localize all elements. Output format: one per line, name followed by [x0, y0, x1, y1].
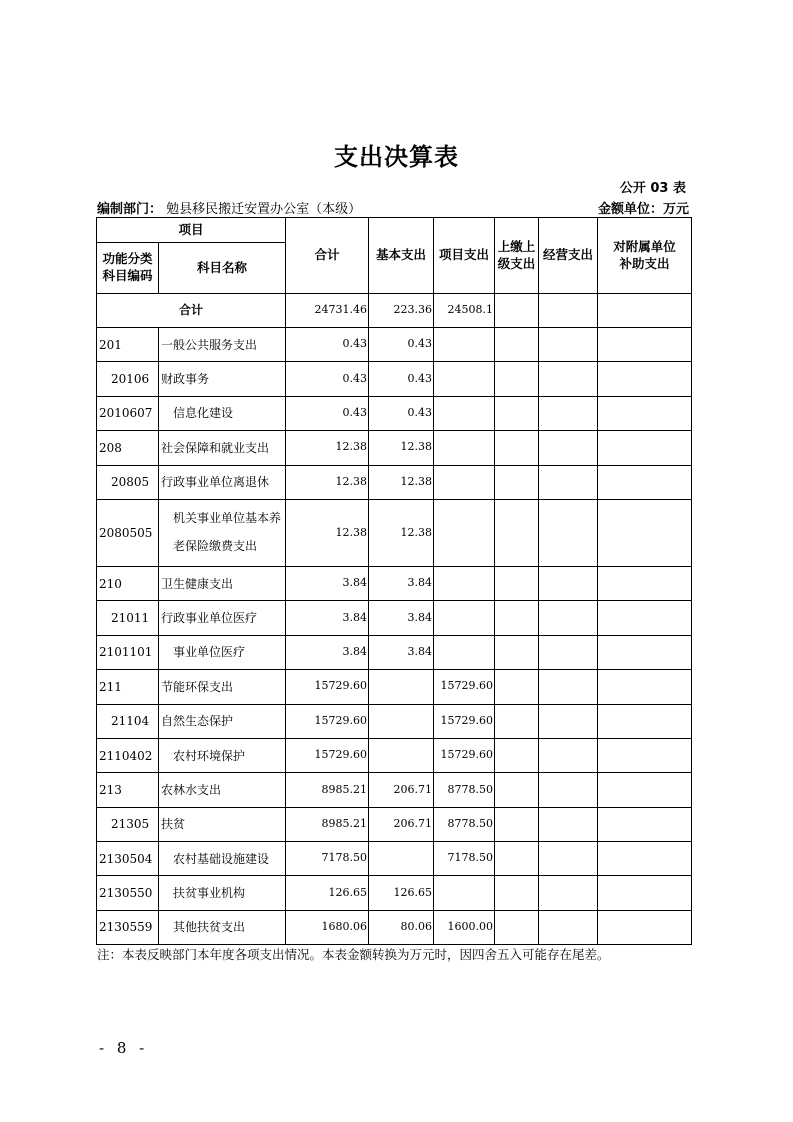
remit-cell	[495, 601, 539, 635]
table-row	[97, 773, 692, 807]
subsidy-cell	[598, 876, 692, 910]
page-number: - 8 -	[99, 1039, 149, 1057]
operating-cell	[539, 294, 598, 328]
operating-cell	[539, 328, 598, 362]
code-cell: 20805	[97, 465, 159, 499]
operating-cell	[539, 738, 598, 772]
remit-cell	[495, 499, 539, 566]
subsidy-cell	[598, 465, 692, 499]
code-cell: 21104	[97, 704, 159, 738]
department-name: 勉县移民搬迁安置办公室（本级）	[166, 202, 362, 217]
header-remit: 上缴上级支出	[495, 218, 539, 294]
remit-cell	[495, 670, 539, 704]
basic-cell	[369, 670, 434, 704]
total-label: 合计	[97, 294, 286, 328]
code-cell: 213	[97, 773, 159, 807]
remit-cell	[495, 807, 539, 841]
total-cell: 12.38	[286, 499, 369, 566]
operating-cell	[539, 601, 598, 635]
remit-cell	[495, 910, 539, 944]
remit-cell	[495, 773, 539, 807]
subject-name-cell: 农林水支出	[159, 773, 286, 807]
code-cell: 2101101	[97, 635, 159, 669]
total-cell: 1680.06	[286, 910, 369, 944]
code-cell: 210	[97, 566, 159, 600]
unit-label: 金额单位：万元	[597, 202, 689, 217]
code-cell: 2130550	[97, 876, 159, 910]
total-cell: 3.84	[286, 601, 369, 635]
subsidy-cell	[598, 362, 692, 396]
table-row	[97, 842, 692, 876]
table-row	[97, 431, 692, 465]
subsidy-cell	[598, 328, 692, 362]
table-row	[97, 635, 692, 669]
table-row	[97, 807, 692, 841]
basic-cell: 0.43	[369, 362, 434, 396]
table-row	[97, 601, 692, 635]
project-cell	[434, 601, 495, 635]
basic-cell	[369, 842, 434, 876]
subject-name-cell: 财政事务	[159, 362, 286, 396]
subsidy-cell	[598, 910, 692, 944]
subject-name-cell: 机关事业单位基本养老保险缴费支出	[159, 499, 286, 566]
header-basic: 基本支出	[369, 218, 434, 294]
subject-name-cell: 行政事业单位离退休	[159, 465, 286, 499]
table-row	[97, 396, 692, 430]
total-cell: 12.38	[286, 465, 369, 499]
basic-cell: 12.38	[369, 431, 434, 465]
code-cell: 211	[97, 670, 159, 704]
operating-cell	[539, 499, 598, 566]
project-cell	[434, 635, 495, 669]
basic-cell: 0.43	[369, 328, 434, 362]
operating-cell	[539, 362, 598, 396]
remit-cell	[495, 431, 539, 465]
subject-name-cell: 事业单位医疗	[159, 635, 286, 669]
project-cell	[434, 499, 495, 566]
total-cell: 0.43	[286, 328, 369, 362]
basic-cell: 223.36	[369, 294, 434, 328]
project-cell: 15729.60	[434, 738, 495, 772]
code-cell: 201	[97, 328, 159, 362]
subject-name-cell: 信息化建设	[159, 396, 286, 430]
basic-cell	[369, 704, 434, 738]
project-cell: 15729.60	[434, 670, 495, 704]
basic-cell: 12.38	[369, 499, 434, 566]
total-cell: 15729.60	[286, 670, 369, 704]
basic-cell: 3.84	[369, 566, 434, 600]
remit-cell	[495, 635, 539, 669]
header-project: 项目支出	[434, 218, 495, 294]
remit-cell	[495, 876, 539, 910]
total-cell: 126.65	[286, 876, 369, 910]
project-cell	[434, 566, 495, 600]
operating-cell	[539, 842, 598, 876]
project-cell	[434, 465, 495, 499]
page-title: 支出决算表	[334, 143, 459, 171]
project-cell	[434, 876, 495, 910]
subsidy-cell	[598, 635, 692, 669]
header-operating: 经营支出	[539, 218, 598, 294]
table-row	[97, 876, 692, 910]
total-cell: 3.84	[286, 566, 369, 600]
operating-cell	[539, 465, 598, 499]
operating-cell	[539, 566, 598, 600]
footnote: 注：本表反映部门本年度各项支出情况。本表金额转换为万元时，因四舍五入可能存在尾差。	[97, 947, 610, 962]
total-cell: 3.84	[286, 635, 369, 669]
subject-name-cell: 农村环境保护	[159, 738, 286, 772]
header-subsidy: 对附属单位补助支出	[598, 218, 692, 294]
department-label: 编制部门：	[97, 202, 163, 217]
expenditure-table	[96, 217, 692, 945]
subsidy-cell	[598, 431, 692, 465]
form-number: 公开 03 表	[619, 181, 686, 196]
subsidy-cell	[598, 773, 692, 807]
table-row	[97, 910, 692, 944]
subject-name-cell: 自然生态保护	[159, 704, 286, 738]
table-row	[97, 566, 692, 600]
subject-name-cell: 行政事业单位医疗	[159, 601, 286, 635]
subsidy-cell	[598, 499, 692, 566]
table-row	[97, 704, 692, 738]
basic-cell: 0.43	[369, 396, 434, 430]
code-cell: 21305	[97, 807, 159, 841]
total-cell: 7178.50	[286, 842, 369, 876]
project-cell	[434, 396, 495, 430]
project-cell: 8778.50	[434, 807, 495, 841]
project-cell	[434, 362, 495, 396]
total-cell: 15729.60	[286, 704, 369, 738]
header-item: 项目	[97, 218, 286, 243]
subject-name-cell: 农村基础设施建设	[159, 842, 286, 876]
project-cell	[434, 328, 495, 362]
basic-cell: 3.84	[369, 601, 434, 635]
table-row	[97, 465, 692, 499]
total-cell: 24731.46	[286, 294, 369, 328]
table-row	[97, 328, 692, 362]
operating-cell	[539, 773, 598, 807]
total-cell: 0.43	[286, 396, 369, 430]
total-cell: 8985.21	[286, 773, 369, 807]
code-cell: 2130504	[97, 842, 159, 876]
subject-name-cell: 扶贫	[159, 807, 286, 841]
total-row	[97, 294, 692, 328]
subsidy-cell	[598, 396, 692, 430]
subsidy-cell	[598, 670, 692, 704]
operating-cell	[539, 431, 598, 465]
code-cell: 20106	[97, 362, 159, 396]
operating-cell	[539, 704, 598, 738]
subsidy-cell	[598, 807, 692, 841]
remit-cell	[495, 362, 539, 396]
table-row	[97, 499, 692, 566]
code-cell: 2010607	[97, 396, 159, 430]
basic-cell: 206.71	[369, 807, 434, 841]
remit-cell	[495, 738, 539, 772]
subsidy-cell	[598, 566, 692, 600]
subject-name-cell: 节能环保支出	[159, 670, 286, 704]
basic-cell: 3.84	[369, 635, 434, 669]
project-cell: 24508.1	[434, 294, 495, 328]
code-cell: 2080505	[97, 499, 159, 566]
table-row	[97, 362, 692, 396]
code-cell: 21011	[97, 601, 159, 635]
operating-cell	[539, 876, 598, 910]
operating-cell	[539, 396, 598, 430]
table-row	[97, 738, 692, 772]
remit-cell	[495, 396, 539, 430]
remit-cell	[495, 465, 539, 499]
operating-cell	[539, 910, 598, 944]
project-cell: 1600.00	[434, 910, 495, 944]
basic-cell: 80.06	[369, 910, 434, 944]
operating-cell	[539, 807, 598, 841]
subsidy-cell	[598, 738, 692, 772]
department-info	[97, 198, 361, 217]
total-cell: 8985.21	[286, 807, 369, 841]
remit-cell	[495, 328, 539, 362]
subsidy-cell	[598, 294, 692, 328]
basic-cell: 126.65	[369, 876, 434, 910]
header-subject-name: 科目名称	[159, 243, 286, 294]
basic-cell: 206.71	[369, 773, 434, 807]
basic-cell: 12.38	[369, 465, 434, 499]
total-cell: 15729.60	[286, 738, 369, 772]
total-cell: 12.38	[286, 431, 369, 465]
total-cell: 0.43	[286, 362, 369, 396]
operating-cell	[539, 670, 598, 704]
subject-name-cell: 卫生健康支出	[159, 566, 286, 600]
remit-cell	[495, 294, 539, 328]
remit-cell	[495, 704, 539, 738]
code-cell: 208	[97, 431, 159, 465]
project-cell: 15729.60	[434, 704, 495, 738]
table-row	[97, 670, 692, 704]
subject-name-cell: 一般公共服务支出	[159, 328, 286, 362]
project-cell	[434, 431, 495, 465]
remit-cell	[495, 842, 539, 876]
project-cell: 8778.50	[434, 773, 495, 807]
subject-name-cell: 其他扶贫支出	[159, 910, 286, 944]
remit-cell	[495, 566, 539, 600]
header-func-code: 功能分类科目编码	[97, 243, 159, 294]
basic-cell	[369, 738, 434, 772]
subject-name-cell: 扶贫事业机构	[159, 876, 286, 910]
project-cell: 7178.50	[434, 842, 495, 876]
subsidy-cell	[598, 842, 692, 876]
code-cell: 2130559	[97, 910, 159, 944]
code-cell: 2110402	[97, 738, 159, 772]
subsidy-cell	[598, 601, 692, 635]
subsidy-cell	[598, 704, 692, 738]
operating-cell	[539, 635, 598, 669]
subject-name-cell: 社会保障和就业支出	[159, 431, 286, 465]
header-total: 合计	[286, 218, 369, 294]
